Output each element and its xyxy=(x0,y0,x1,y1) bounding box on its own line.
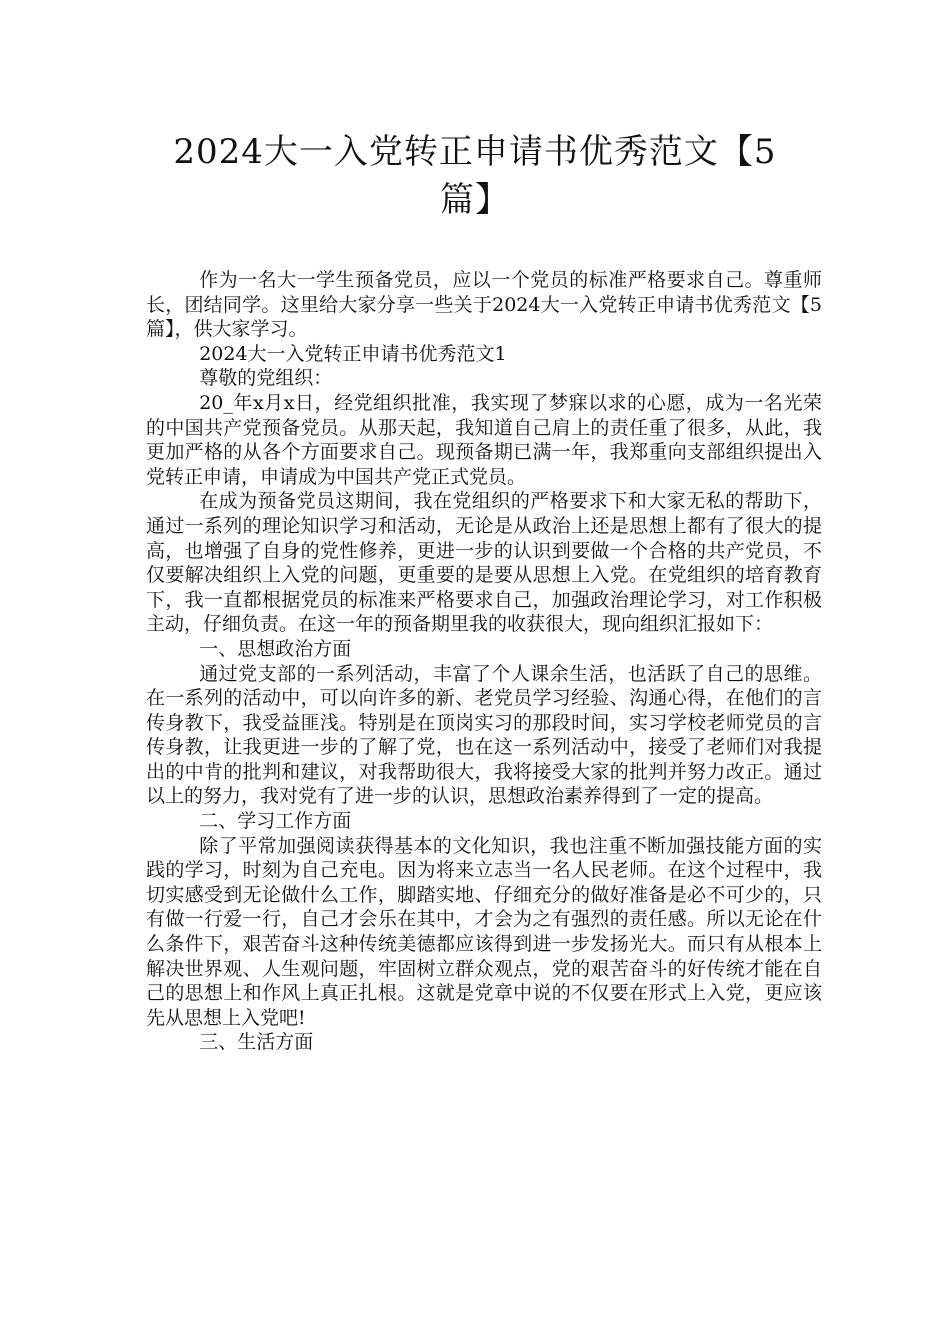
body-paragraph: 通过党支部的一系列活动，丰富了个人课余生活，也活跃了自己的思维。在一系列的活动中，可以向许多的新、老党员学习经验、沟通心得，在他们的言传身教下，我受益匪浅。特别是在顶岗实习的那段时间，实习学校老师党员的言传身教，让我更进一步的了解了党，也在这一系列活动中，接受了老师们对我提出的中肯的批判和建议，对我帮助很大，我将接受大家的批判并努力改正。通过以上的努力，我对党有了进一步的认识，思想政治素养得到了一定的提高。 xyxy=(146,662,822,808)
document-title: 2024大一入党转正申请书优秀范文【5篇】 xyxy=(173,132,777,220)
section-heading: 一、思想政治方面 xyxy=(199,637,352,660)
salutation: 尊敬的党组织： xyxy=(199,367,333,390)
body-paragraph: 除了平常加强阅读获得基本的文化知识，我也注重不断加强技能方面的实践的学习，时刻为自己充电。因为将来立志当一名人民老师。在这个过程中，我切实感受到无论做什么工作，脚踏实地、仔细充分的做好准备是必不可少的，只有做一行爱一行，自己才会乐在其中，才会为之有强烈的责任感。所以无论在什么条件下，艰苦奋斗这种传统美德都应该得到进一步发扬光大。而只有从根本上解决世界观、人生观问题，牢固树立群众观点，党的艰苦奋斗的好传统才能在自己的思想上和作风上真正扎根。这就是党章中说的不仅要在形式上入党，更应该先从思想上入党吧! xyxy=(146,834,822,1029)
section-heading: 二、学习工作方面 xyxy=(199,810,352,833)
body-paragraph: 20_年x月x日，经党组织批准，我实现了梦寐以求的心愿，成为一名光荣的中国共产党预备党员。从那天起，我知道自己肩上的责任重了很多，从此，我更加严格的从各个方面要求自己。现预备期已满一年，我郑重向支部组织提出入党转正申请，申请成为中国共产党正式党员。 xyxy=(146,391,822,488)
body-paragraph: 在成为预备党员这期间，我在党组织的严格要求下和大家无私的帮助下，通过一系列的理论知识学习和活动，无论是从政治上还是思想上都有了很大的提高，也增强了自身的党性修养，更进一步的认识到要做一个合格的共产党员，不仅要解决组织上入党的问题，更重要的是要从思想上入党。在党组织的培育教育下，我一直都根据党员的标准来严格要求自己，加强政治理论学习，对工作积极主动，仔细负责。在这一年的预备期里我的收获很大，现向组织汇报如下： xyxy=(146,490,822,636)
document-body xyxy=(146,268,822,1055)
section-heading: 2024大一入党转正申请书优秀范文1 xyxy=(199,342,507,365)
intro-paragraph: 作为一名大一学生预备党员，应以一个党员的标准严格要求自己。尊重师长，团结同学。这里给大家分享一些关于2024大一入党转正申请书优秀范文【5篇】，供大家学习。 xyxy=(146,269,822,341)
section-heading: 三、生活方面 xyxy=(199,1031,314,1054)
